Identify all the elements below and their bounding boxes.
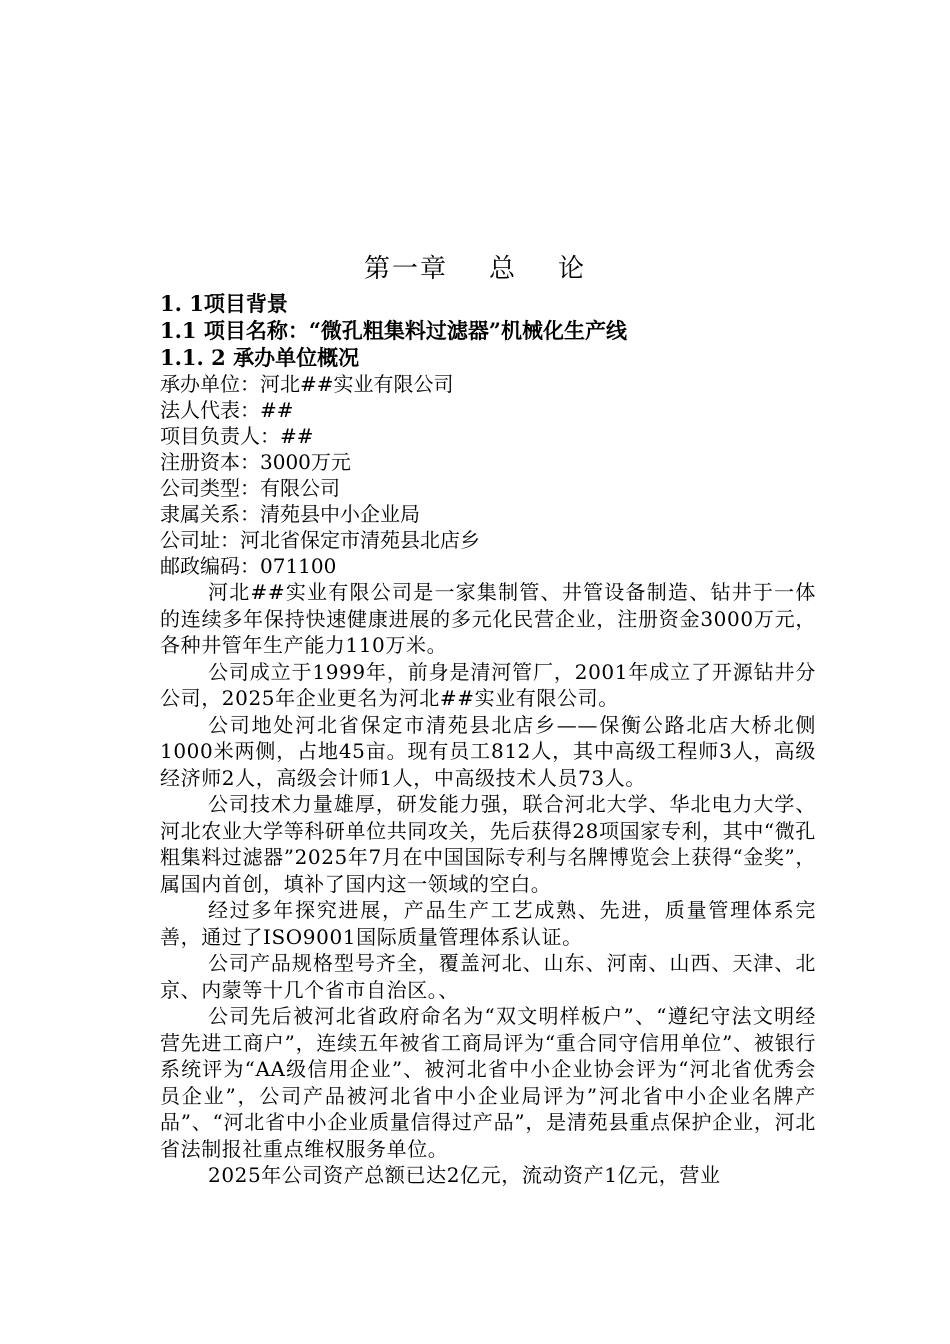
field-postal-code: 邮政编码：071100 bbox=[160, 554, 337, 578]
paragraph-quality: 经过多年探究进展，产品生产工艺成熟、先进，质量管理体系完善，通过了ISO9001国际质量管理体系认证。 bbox=[160, 898, 816, 949]
section-heading-organizer-overview: 1.1. 2 承办单位概况 bbox=[160, 345, 360, 370]
field-project-leader: 项目负责人：## bbox=[160, 424, 314, 448]
paragraph-company-intro: 河北##实业有限公司是一家集制管、井管设备制造、钻井于一体的连续多年保持快速健康进展的多元化民营企业，注册资金3000万元，各种井管年生产能力110万米。 bbox=[160, 580, 816, 657]
field-organizer: 承办单位：河北##实业有限公司 bbox=[160, 372, 454, 396]
paragraph-honors: 公司先后被河北省政府命名为“双文明样板户”、“遵纪守法文明经营先进工商户”，连续五年被省工商局评为“重合同守信用单位”、被银行系统评为“AA级信用企业”、被河北省中小企业协会评为“河北省优秀会员企业”，公司产品被河北省中小企业局评为”河北省中小企业名牌产品”、“河北省中小企业质量信得过产品”，是清苑县重点保护企业，河北省法制报社重点维权服务单位。 bbox=[160, 1004, 816, 1161]
field-affiliation: 隶属关系：清苑县中小企业局 bbox=[160, 502, 420, 526]
paragraph-technology: 公司技术力量雄厚，研发能力强，联合河北大学、华北电力大学、河北农业大学等科研单位共同攻关，先后获得28项国家专利，其中“微孔粗集料过滤器”2025年7月在中国国际专利与名牌博览会上获得“金奖”，属国内首创，填补了国内这一领域的空白。 bbox=[160, 792, 816, 896]
field-company-address: 公司址：河北省保定市清苑县北店乡 bbox=[160, 528, 480, 552]
section-heading-project-name: 1.1 项目名称：“微孔粗集料过滤器”机械化生产线 bbox=[160, 318, 628, 343]
document-body bbox=[160, 290, 816, 1189]
paragraph-market-coverage: 公司产品规格型号齐全，覆盖河北、山东、河南、山西、天津、北京、内蒙等十几个省市自治区。、 bbox=[160, 951, 816, 1002]
field-company-type: 公司类型：有限公司 bbox=[160, 476, 340, 500]
paragraph-company-history: 公司成立于1999年，前身是清河管厂，2001年成立了开源钻井分公司，2025年企业更名为河北##实业有限公司。 bbox=[160, 659, 816, 710]
field-registered-capital: 注册资本：3000万元 bbox=[160, 450, 351, 474]
section-heading-project-background: 1. 1项目背景 bbox=[160, 291, 288, 316]
chapter-title: 第一章 总 论 bbox=[363, 254, 587, 284]
paragraph-location-staff: 公司地处河北省保定市清苑县北店乡——保衡公路北店大桥北侧1000米两侧，占地45亩。现有员工812人，其中高级工程师3人，高级经济师2人，高级会计师1人，中高级技术人员73人。 bbox=[160, 712, 816, 790]
field-legal-representative: 法人代表：## bbox=[160, 398, 294, 422]
paragraph-assets: 2025年公司资产总额已达2亿元，流动资产1亿元，营业 bbox=[208, 1163, 721, 1187]
